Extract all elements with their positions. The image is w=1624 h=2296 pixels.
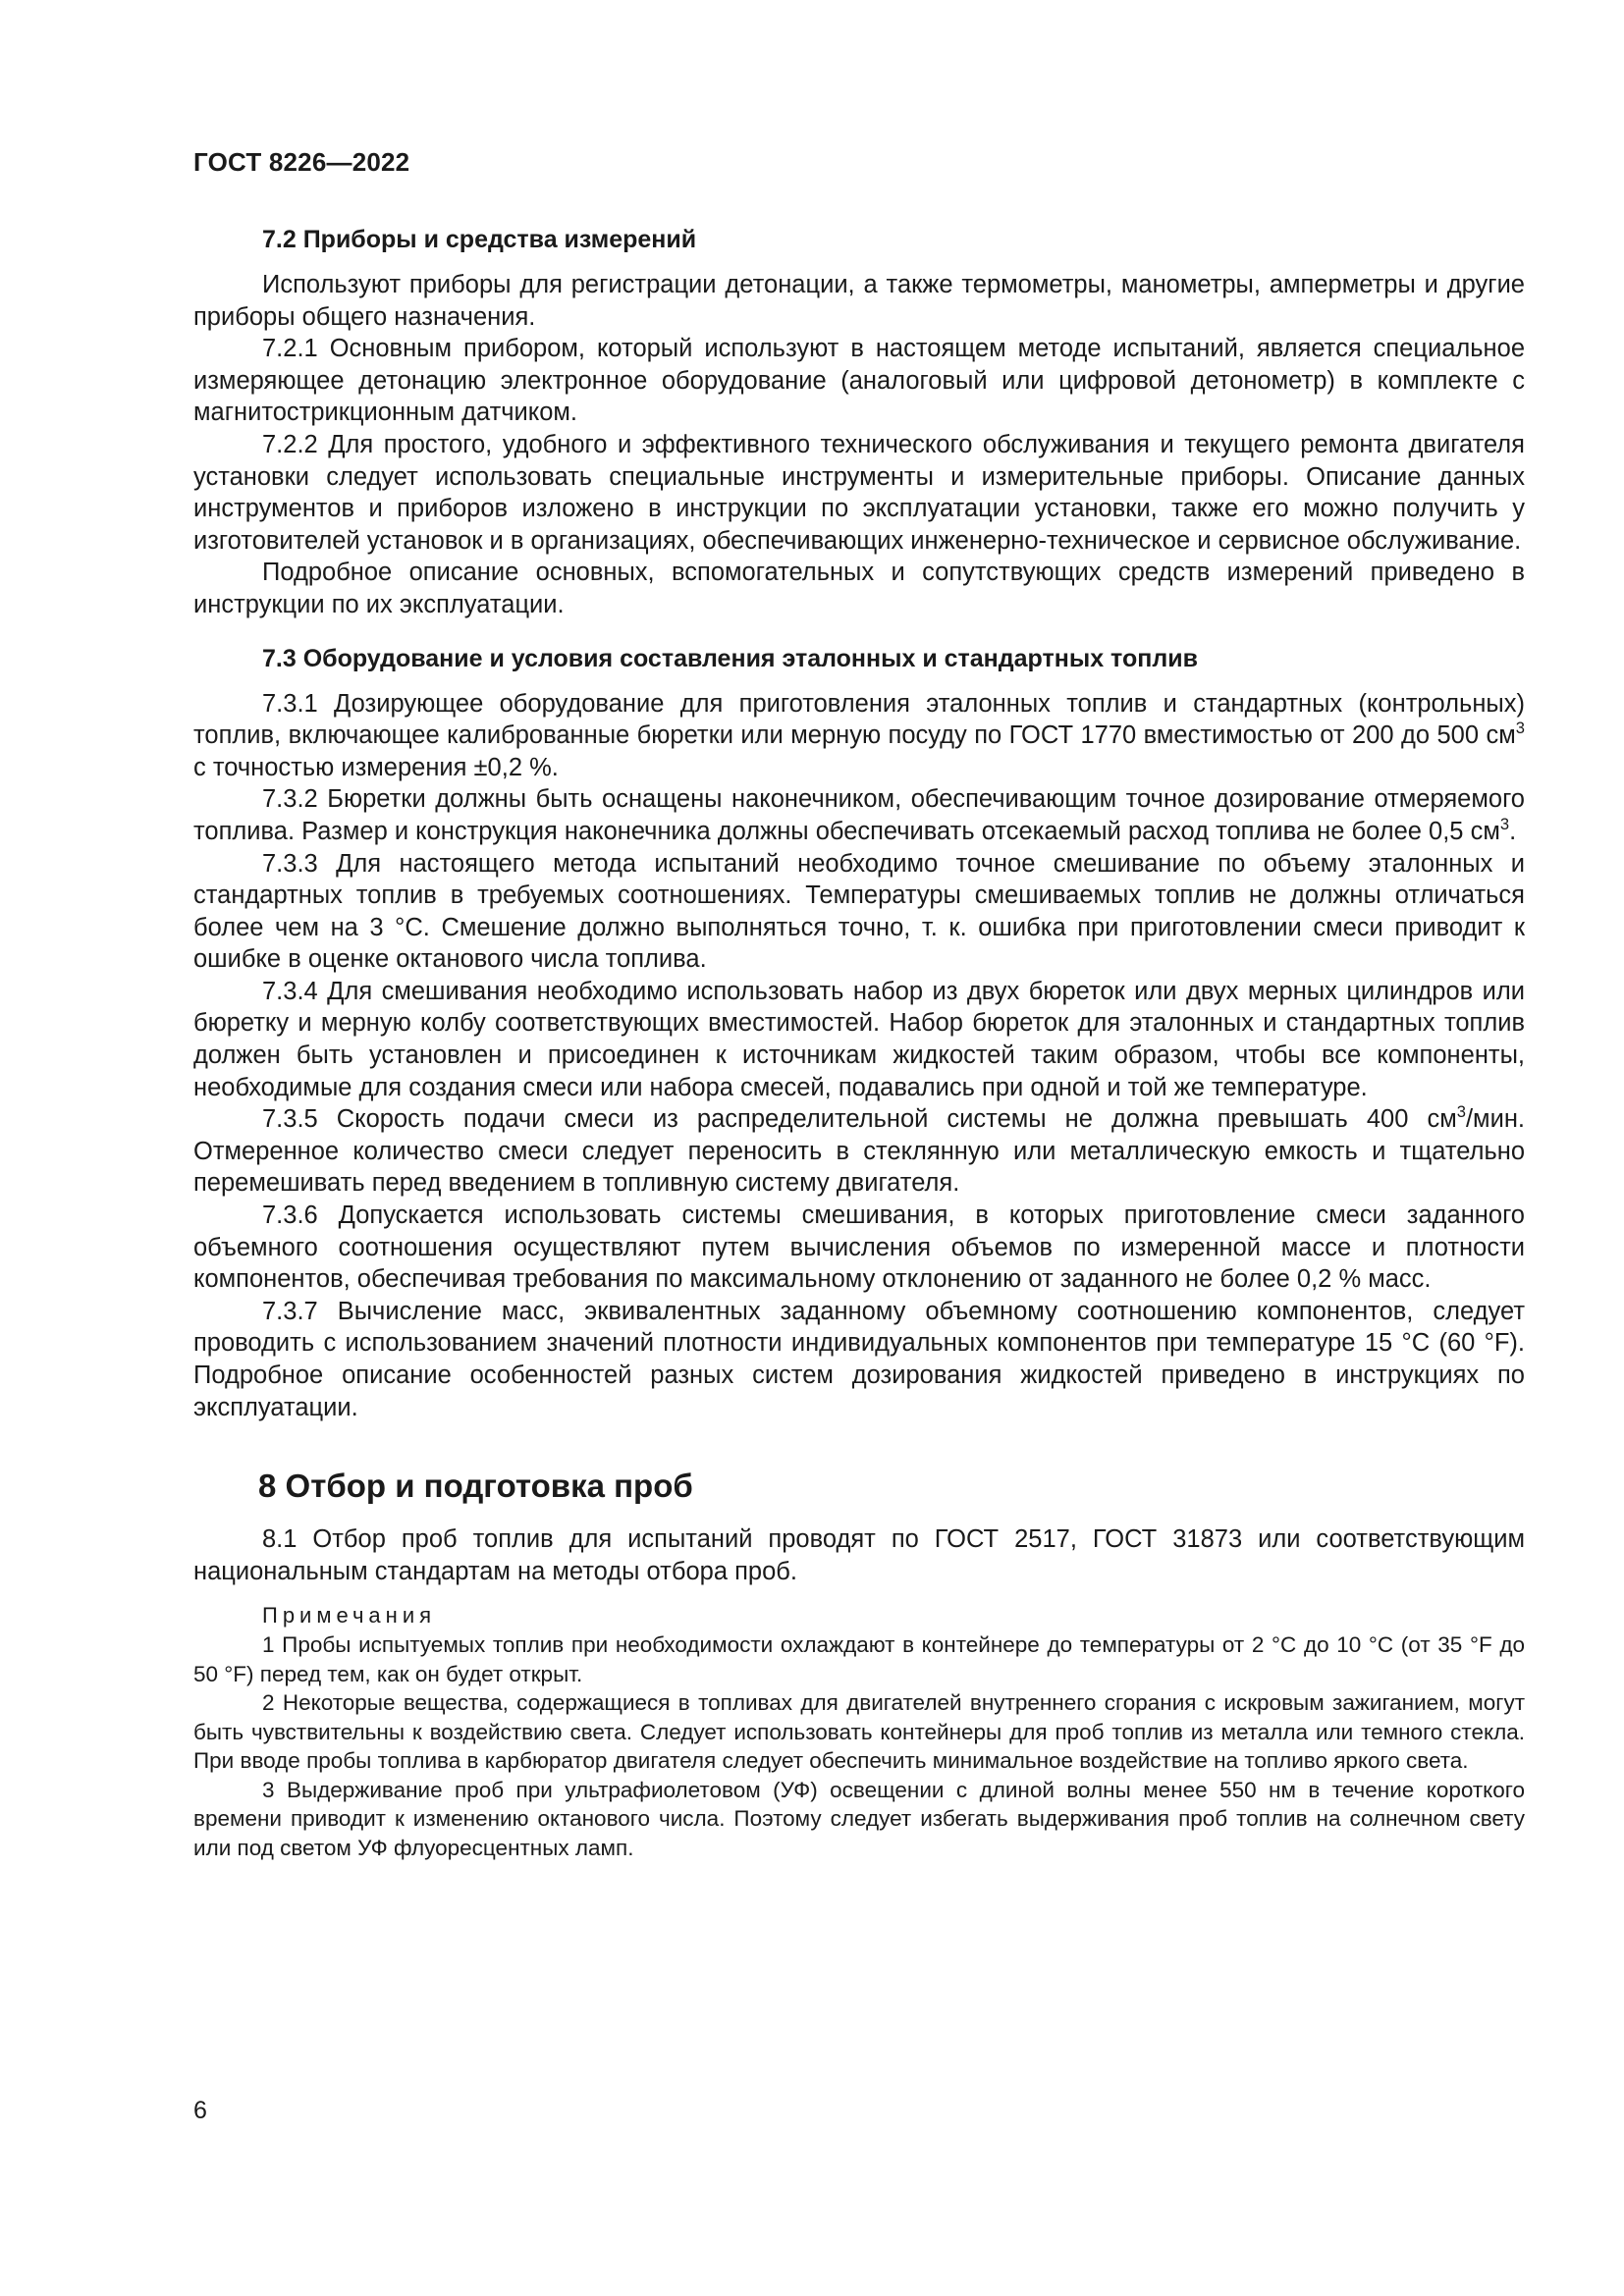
- document-body: [193, 224, 1525, 1862]
- paragraph-8-1: 8.1 Отбор проб топлив для испытаний проводят по ГОСТ 2517, ГОСТ 31873 или соответствующим национальным стандартам на методы отбора проб.: [193, 1525, 1525, 1585]
- paragraph-7-3-6: 7.3.6 Допускается использовать системы смешивания, в которых приготовление смеси заданного объемного соотношения осуществляют путем вычисления объемов по измеренной массе и плотности компонентов, обеспечивая требования по максимальному отклонению от заданного не более 0,2 % масс.: [193, 1201, 1525, 1294]
- paragraph-7-3-3: 7.3.3 Для настоящего метода испытаний необходимо точное смешивание по объему эталонных и стандартных топлив в требуемых соотношениях. Температуры смешиваемых топлив не должны отличаться более чем на 3 °С. Смешение должно выполняться точно, т. к. ошибка при приготовлении смеси приводит к ошибке в оценке октанового числа топлива.: [193, 849, 1525, 974]
- notes-title: Примечания: [262, 1603, 437, 1629]
- paragraph: 7.2.2 Для простого, удобного и эффективного технического обслуживания и текущего ремонта двигателя установки следует использовать специальные инструменты и измерительные приборы. Описание данных инструментов и приборов изложено в инструкции по эксплуатации установки, также его можно получить у изготовителей установок и в организациях, обеспечивающих инженерно-техническое и сервисное обслуживание.: [193, 430, 1525, 555]
- paragraph-7-3-7: 7.3.7 Вычисление масс, эквивалентных заданному объемному соотношению компонентов, следует проводить с использованием значений плотности индивидуальных компонентов при температуре 15 °С (60 °F). Подробное описание особенностей разных систем дозирования жидкостей приведено в инструкциях по эксплуатации.: [193, 1297, 1525, 1421]
- document-header: ГОСТ 8226—2022: [193, 147, 410, 177]
- section-title-7-3: 7.3 Оборудование и условия составления эталонных и стандартных топлив: [262, 644, 1198, 672]
- paragraph-7-3-4: 7.3.4 Для смешивания необходимо использовать набор из двух бюреток или двух мерных цилиндров или бюретку и мерную колбу соответствующих вместимостей. Набор бюреток для эталонных и стандартных топлив должен быть установлен и присоединен к источникам жидкостей таким образом, чтобы все компоненты, необходимые для создания смеси или набора смесей, подавались при одной и той же температуре.: [193, 977, 1525, 1101]
- paragraph: Используют приборы для регистрации детонации, а также термометры, манометры, амперметры и другие приборы общего назначения.: [193, 271, 1525, 331]
- paragraph: Подробное описание основных, вспомогательных и сопутствующих средств измерений приведено в инструкции по их эксплуатации.: [193, 559, 1525, 618]
- note-item: 1 Пробы испытуемых топлив при необходимости охлаждают в контейнере до температуры от 2 °С до 10 °С (от 35 °F до 50 °F) перед тем, как он будет открыт.: [193, 1632, 1525, 1686]
- note-item: 3 Выдерживание проб при ультрафиолетовом (УФ) освещении с длиной волны менее 550 нм в течение короткого времени приводит к изменению октанового числа. Поэтому следует избегать выдерживания проб топлив на солнечном свету или под светом УФ флуоресцентных ламп.: [193, 1777, 1525, 1860]
- paragraph-7-3-1: 7.3.1 Дозирующее оборудование для приготовления эталонных топлив и стандартных (контрольных) топлив, включающее калиброванные бюретки или мерную посуду по ГОСТ 1770 вместимостью от 200 до 500 $см^3$ с точностью измерения ±0,2 %.: [193, 689, 1525, 781]
- section-title-7-2: 7.2 Приборы и средства измерений: [262, 226, 697, 253]
- paragraph-7-3-2: 7.3.2 Бюретки должны быть оснащены наконечником, обеспечивающим точное дозирование отмеряемого топлива. Размер и конструкция наконечника должны обеспечивать отсекаемый расход топлива не более 0,5 $см^3$.: [193, 785, 1525, 845]
- paragraph-7-3-5: 7.3.5 Скорость подачи смеси из распределительной системы не должна превышать 400 $см^3$/мин. Отмеренное количество смеси следует переносить в стеклянную или металлическую емкость и тщательно перемешивать перед введением в топливную систему двигателя.: [193, 1102, 1525, 1198]
- note-item: 2 Некоторые вещества, содержащиеся в топливах для двигателей внутреннего сгорания с искровым зажиганием, могут быть чувствительны к воздействию света. Следует использовать контейнеры для проб топлив из металла или темного стекла. При вводе пробы топлива в карбюратор двигателя следует обеспечить минимальное воздействие на топливо яркого света.: [193, 1690, 1525, 1774]
- paragraph: 7.2.1 Основным прибором, который используют в настоящем методе испытаний, является специальное измеряющее детонацию электронное оборудование (аналоговый или цифровой детонометр) в комплекте с магнитострикционным датчиком.: [193, 335, 1525, 427]
- page-number: 6: [193, 2097, 207, 2124]
- section-title-8: 8 Отбор и подготовка проб: [258, 1468, 693, 1505]
